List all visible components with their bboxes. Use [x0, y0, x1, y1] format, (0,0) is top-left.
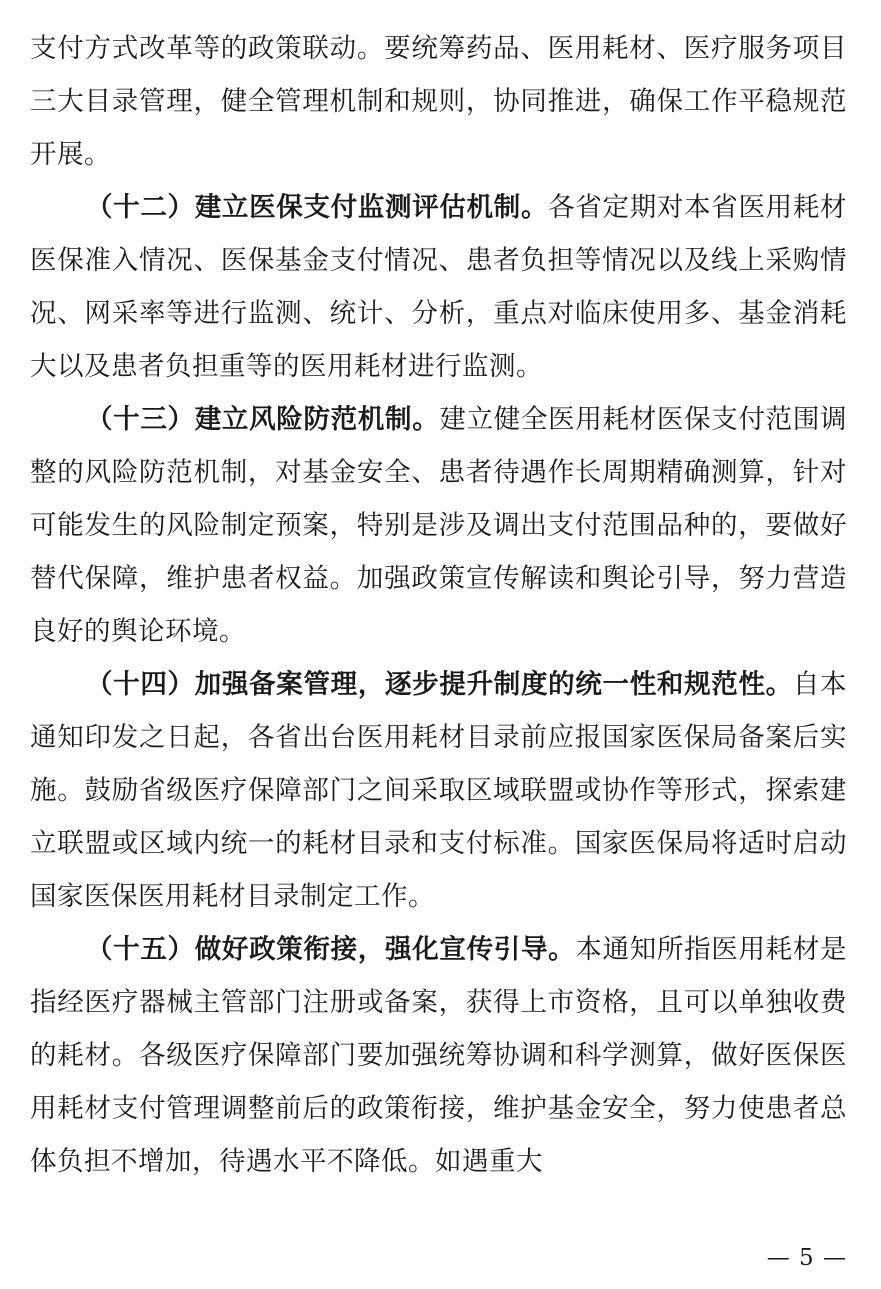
paragraph-text-run: 本通知所指医用耗材是指经医疗器械主管部门注册或备案，获得上市资格，且可以单独收费的耗材。各级医疗保障部门要加强统筹协调和科学测算，做好医保医用耗材支付管理调整前后的政策衔接，维护基金安全，努力使患者总体负担不增加，待遇水平不降低。如遇重大: [30, 934, 848, 1177]
paragraph-p-item-12: [30, 181, 847, 393]
footer-dash-right: —: [823, 1245, 847, 1271]
page-footer: [767, 1245, 847, 1271]
paragraph-p-item-15: [30, 923, 847, 1188]
footer-dash-left: —: [766, 1245, 791, 1271]
paragraph-text-run: 支付方式改革等的政策联动。要统筹药品、医用耗材、医疗服务项目三大目录管理，健全管理机制和规则，协同推进，确保工作平稳规范开展。: [30, 33, 847, 170]
paragraph-heading-run: （十五）做好政策衔接，强化宣传引导。: [86, 934, 576, 965]
paragraph-heading-run: （十三）建立风险防范机制。: [86, 404, 440, 435]
paragraph-text-run: 自本通知印发之日起，各省出台医用耗材目录前应报国家医保局备案后实施。鼓励省级医疗保障部门之间采取区域联盟或协作等形式，探索建立联盟或区域内统一的耗材目录和支付标准。国家医保局将适时启动国家医保医用耗材目录制定工作。: [30, 669, 848, 912]
paragraph-text-run: 建立健全医用耗材医保支付范围调整的风险防范机制，对基金安全、患者待遇作长周期精确测算，针对可能发生的风险制定预案，特别是涉及调出支付范围品种的，要做好替代保障，维护患者权益。加强政策宣传解读和舆论引导，努力营造良好的舆论环境。: [30, 404, 848, 647]
paragraph-heading-run: （十四）加强备案管理，逐步提升制度的统一性和规范性。: [86, 669, 793, 700]
page-body: [30, 22, 847, 1188]
paragraph-text-run: 各省定期对本省医用耗材医保准入情况、医保基金支付情况、患者负担等情况以及线上采购情况、网采率等进行监测、统计、分析，重点对临床使用多、基金消耗大以及患者负担重等的医用耗材进行监测。: [30, 192, 848, 382]
paragraph-p-item-13: [30, 393, 847, 658]
paragraph-p-continuation: [30, 22, 847, 181]
paragraph-heading-run: （十二）建立医保支付监测评估机制。: [86, 192, 549, 223]
page-number: 5: [799, 1245, 815, 1271]
paragraph-p-item-14: [30, 658, 847, 923]
